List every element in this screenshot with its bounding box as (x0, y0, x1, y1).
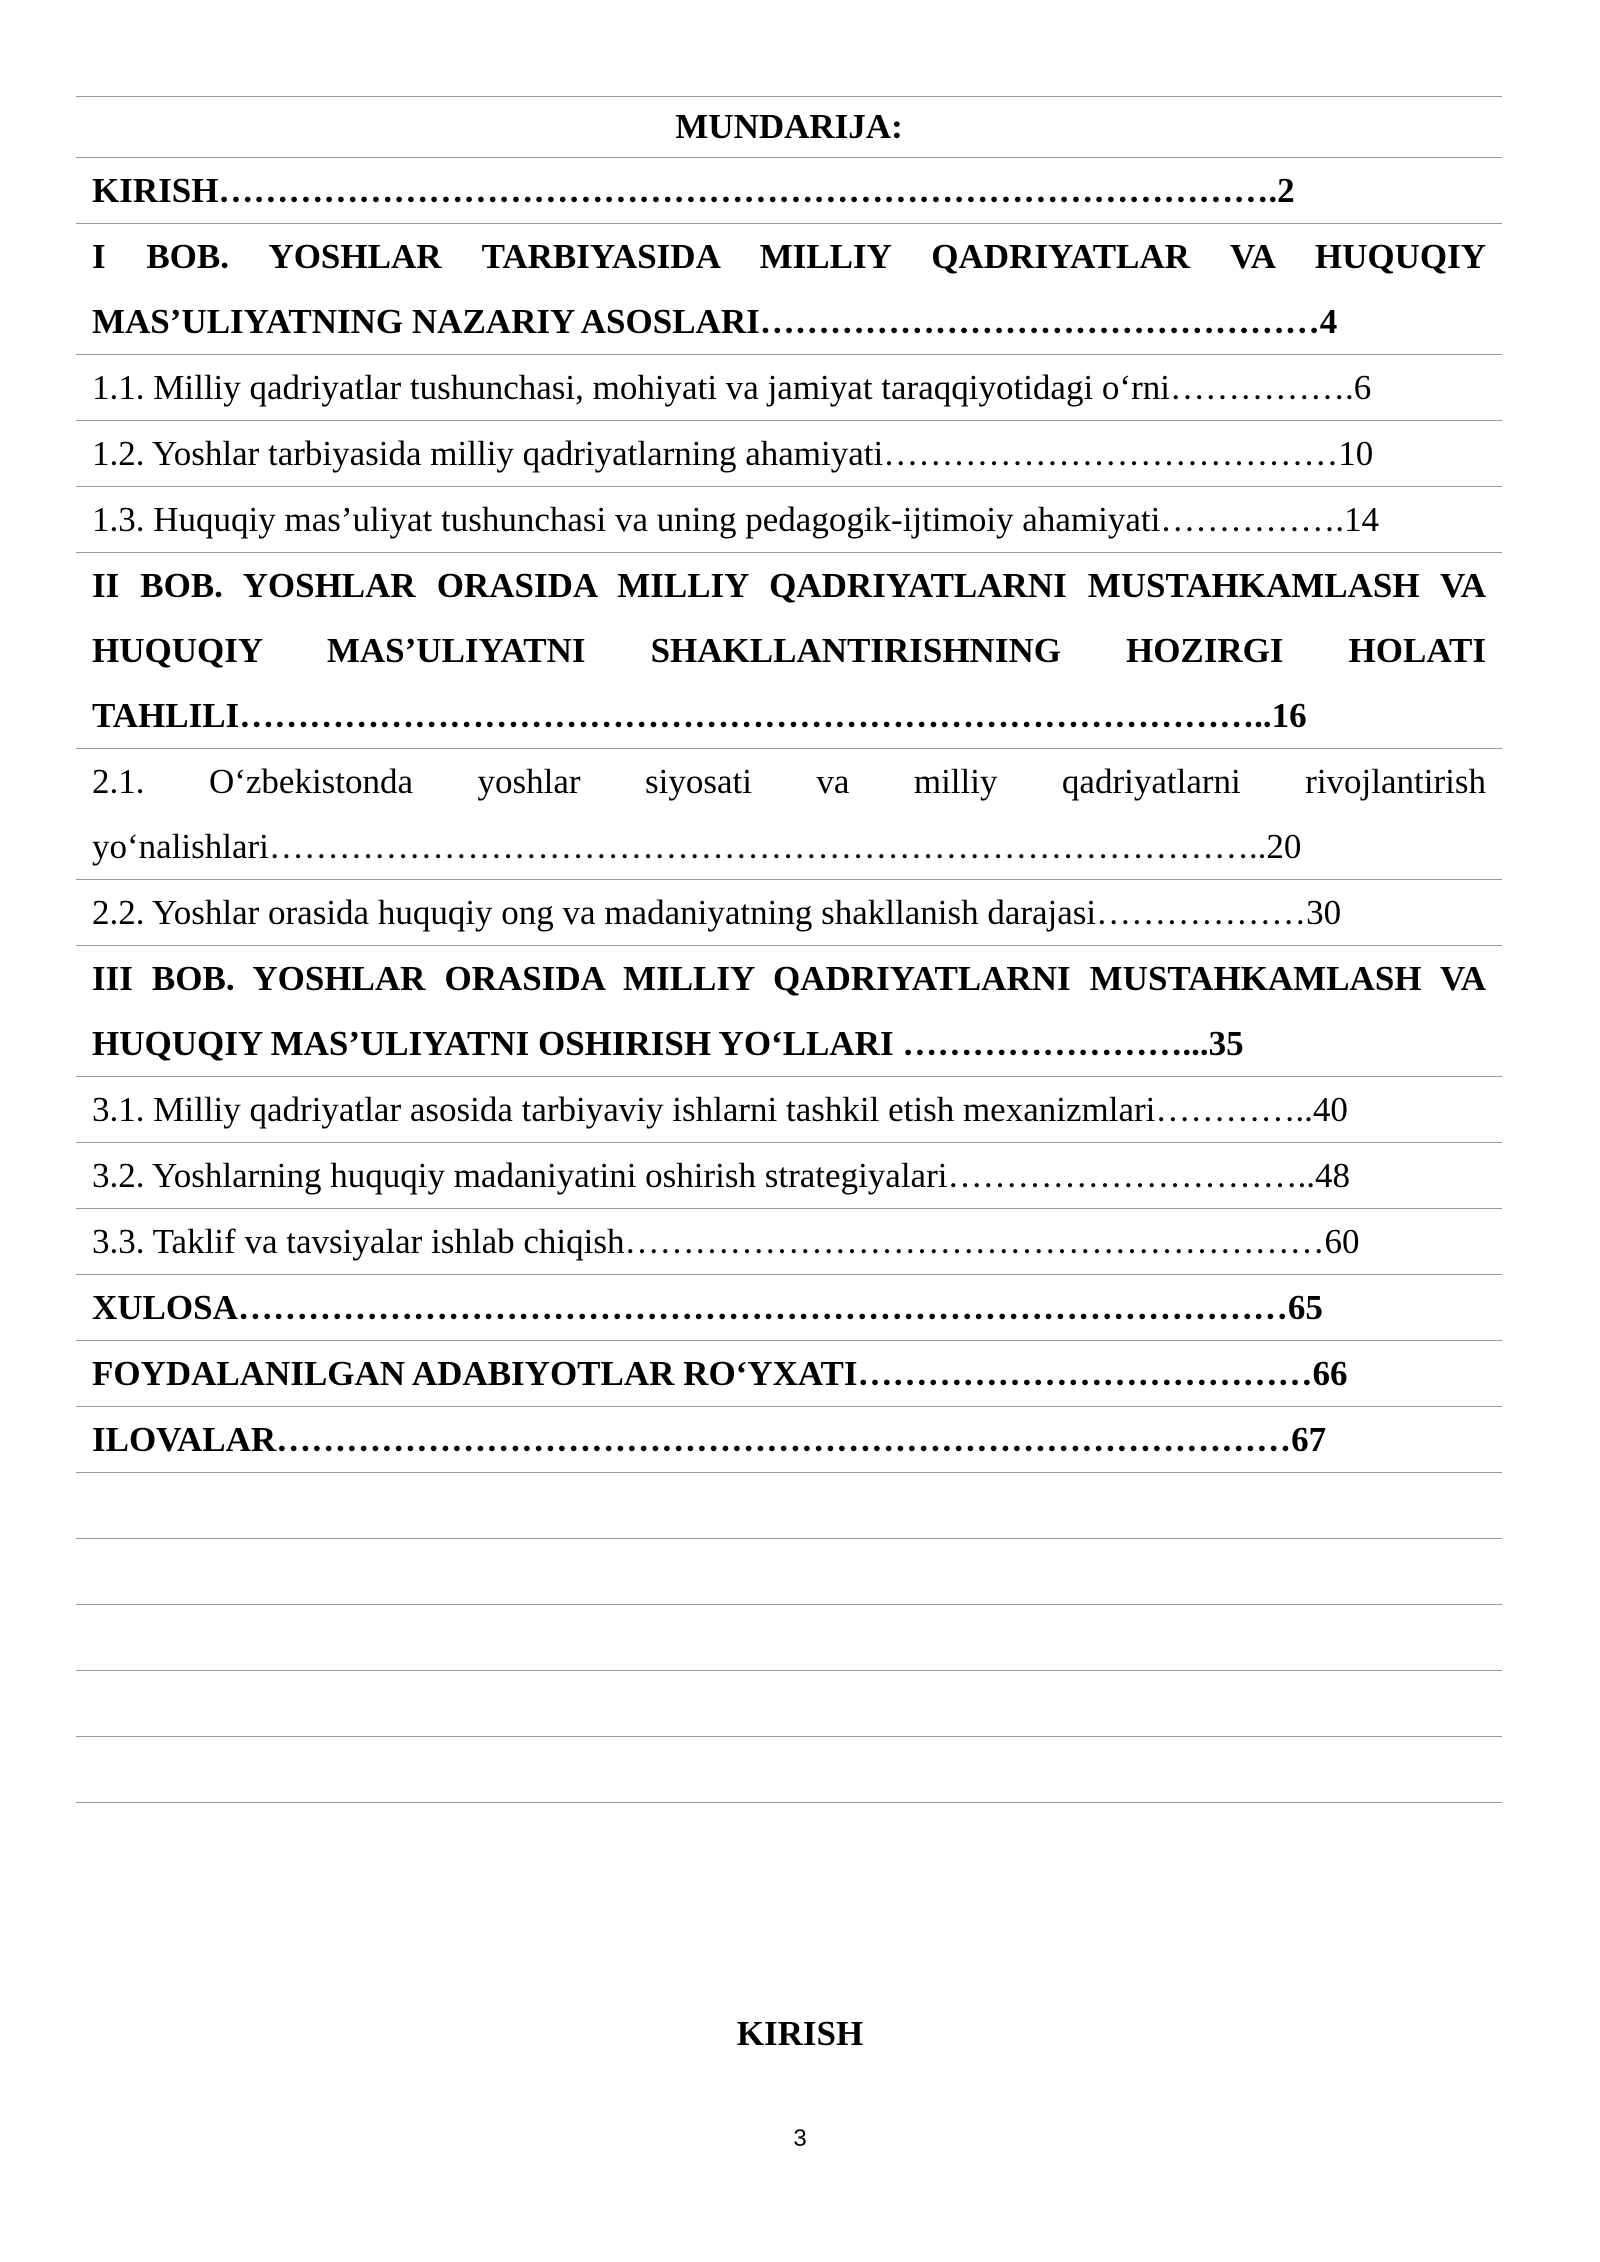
toc-entry-3-1: 3.1. Milliy qadriyatlar asosida tarbiyaviy ishlarni tashkil etish mexanizmlari…………..40 (76, 1077, 1502, 1143)
toc-entry-2-1: 2.1. O‘zbekistonda yoshlar siyosati va milliy qadriyatlarni rivojlantirish yo‘nalishlari…………………………………………………………………………..20 (76, 749, 1502, 880)
toc-entry-xulosa: XULOSA………………………………………………………………………………65 (76, 1275, 1502, 1341)
toc-entry-3-3: 3.3. Taklif va tavsiyalar ishlab chiqish……………………………………………………60 (76, 1209, 1502, 1275)
toc-empty-row (76, 1671, 1502, 1737)
toc-entry-1-3: 1.3. Huquqiy mas’uliyat tushunchasi va uning pedagogik-ijtimoiy ahamiyati…………….14 (76, 487, 1502, 553)
toc-empty-row (76, 1473, 1502, 1539)
toc-empty-row (76, 1539, 1502, 1605)
toc-empty-row (76, 1605, 1502, 1671)
toc-empty-row (76, 1737, 1502, 1803)
toc-entry-1-2: 1.2. Yoshlar tarbiyasida milliy qadriyatlarning ahamiyati…………………………………10 (76, 421, 1502, 487)
toc-entry-1-1: 1.1. Milliy qadriyatlar tushunchasi, mohiyati va jamiyat taraqqiyotidagi o‘rni…………….6 (76, 355, 1502, 421)
toc-entry-chapter-1: I BOB. YOSHLAR TARBIYASIDA MILLIY QADRIYATLAR VA HUQUQIY MAS’ULIYATNING NAZARIY ASOSLARI…………………………………………4 (76, 224, 1502, 355)
section-heading: KIRISH (736, 2014, 864, 2053)
page-number: 3 (793, 2125, 807, 2152)
toc-entry-2-2: 2.2. Yoshlar orasida huquqiy ong va madaniyatning shakllanish darajasi………………30 (76, 880, 1502, 946)
toc-entry-3-2: 3.2. Yoshlarning huquqiy madaniyatini oshirish strategiyalari…………………………..48 (76, 1143, 1502, 1209)
toc-table (76, 96, 1502, 1803)
toc-entry-kirish: KIRISH……………………………………………………………………………….2 (76, 158, 1502, 224)
toc-entry-chapter-2: II BOB. YOSHLAR ORASIDA MILLIY QADRIYATLARNI MUSTAHKAMLASH VA HUQUQIY MAS’ULIYATNI SHAKLLANTIRISHNING HOZIRGI HOLATI TAHLILI……………………………………………………………………………..16 (76, 553, 1502, 749)
toc-entry-chapter-3: III BOB. YOSHLAR ORASIDA MILLIY QADRIYATLARNI MUSTAHKAMLASH VA HUQUQIY MAS’ULIYATNI OSHIRISH YO‘LLARI ……………………...35 (76, 946, 1502, 1077)
toc-entry-adabiyotlar: FOYDALANILGAN ADABIYOTLAR RO‘YXATI…………………………………66 (76, 1341, 1502, 1407)
toc-title: MUNDARIJA: (76, 97, 1502, 158)
toc-entry-ilovalar: ILOVALAR……………………………………………………………………………67 (76, 1407, 1502, 1473)
